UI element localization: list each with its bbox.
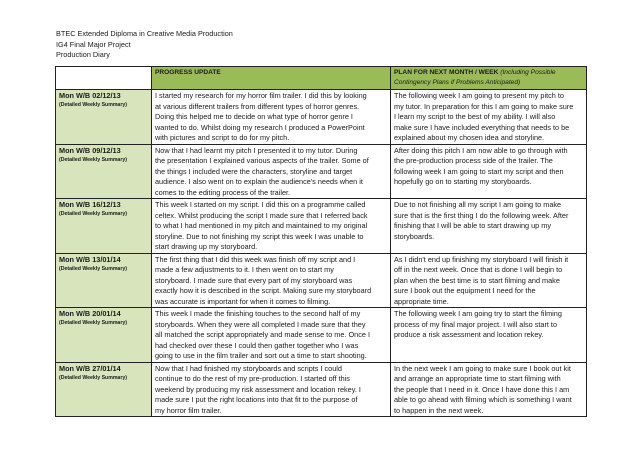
- week-date: Mon W/B 20/01/14: [59, 309, 121, 318]
- week-date: Mon W/B 09/12/13: [59, 145, 121, 155]
- weekly-summary-label: (Detailed Weekly Summary): [59, 156, 127, 163]
- week-cell: [56, 90, 152, 145]
- progress-cell: [152, 308, 391, 363]
- progress-line: I started my research for my horror film trailer. I did this by looking: [155, 91, 367, 100]
- weekly-summary-label: (Detailed Weekly Summary): [59, 211, 127, 217]
- progress-line: storyboards. When they were all completed I made sure that they: [155, 319, 366, 329]
- progress-line: made a few adjustments to it. I then went on to start my: [155, 265, 334, 274]
- progress-line: at various different trailers from different types of horror genres.: [155, 101, 360, 111]
- plan-line: The following week I am going try to start the filming: [394, 309, 562, 318]
- week-cell: [56, 362, 152, 417]
- plan-line: hopefully go on to starting my storyboards.: [394, 177, 532, 186]
- week-date: Mon W/B 13/01/14: [59, 254, 121, 264]
- progress-line: Now that I had finished my storyboards and scripts I could: [155, 363, 342, 373]
- plan-cell: [391, 308, 587, 363]
- progress-line: had checked over these I could then gather together who I was: [155, 340, 359, 350]
- week-cell: [56, 308, 152, 363]
- production-diary-table: [55, 66, 587, 417]
- plan-line: sure I book out the equipment I need for the: [394, 286, 536, 295]
- week-cell: [56, 199, 152, 254]
- diary-row: [56, 199, 587, 254]
- diary-row: [56, 253, 587, 308]
- progress-line: exactly how it is described in the script. Making sure my storyboard: [155, 286, 372, 295]
- plan-line: finishing that I will be able to start drawing up my: [394, 221, 551, 230]
- weekly-summary-label: (Detailed Weekly Summary): [59, 102, 127, 108]
- progress-line: The first thing that I did this week was finish off my script and I: [155, 254, 356, 264]
- document-header: [56, 29, 233, 61]
- plan-cell: [391, 253, 587, 308]
- plan-line: sure that is the first thing I do the following week. After: [394, 210, 569, 220]
- progress-line: all matched the script appropriately and made sense to me. Once I: [155, 330, 370, 339]
- progress-line: weekend by producing my risk assessment and location rekey. I: [155, 384, 361, 394]
- weekly-summary-label: (Detailed Weekly Summary): [59, 374, 127, 381]
- progress-line: going to use in the film trailer and sort out a time to start shooting.: [155, 351, 367, 360]
- progress-line: to what I had mentioned in my pitch and maintained to my original: [155, 221, 368, 230]
- progress-line: the presentation I explained various aspects of the trailer. Some of: [155, 156, 369, 165]
- plan-line: In the next week I am going to make sure I book out kit: [394, 363, 571, 373]
- diary-row: [56, 362, 587, 417]
- plan-line: and arrange an appropriate time to start filming with: [394, 374, 561, 383]
- progress-line: This week I started on my script. I did this on a programme called: [155, 200, 366, 209]
- week-cell: [56, 144, 152, 199]
- plan-line: appropriate time.: [394, 296, 449, 306]
- plan-line: my tutor. In preparation for this I am going to make sure: [394, 101, 574, 111]
- plan-header: [391, 67, 587, 90]
- plan-line: plan when the best time is to start filming and make: [394, 275, 560, 285]
- progress-line: This week I made the finishing touches to the second half of my: [155, 309, 361, 318]
- plan-label: PLAN FOR NEXT MONTH / WEEK: [394, 69, 499, 76]
- diary-row: [56, 90, 587, 145]
- plan-cell: [391, 144, 587, 199]
- plan-note: (Including Possible Contingency Plans if Problems Anticipated): [394, 69, 556, 86]
- table-header-row: [56, 67, 587, 90]
- plan-line: storyboards.: [394, 231, 435, 241]
- progress-line: Now that I had learnt my pitch I presented it to my tutor. During: [155, 145, 358, 155]
- diary-row: [56, 144, 587, 199]
- plan-line: Due to not finishing all my script I am going to make: [394, 200, 562, 209]
- progress-update-label: PROGRESS UPDATE: [155, 69, 221, 76]
- plan-line: produce a risk assessment and location rekey.: [394, 330, 544, 339]
- plan-line: able to go ahead with filming which is something I want: [394, 395, 572, 404]
- week-date: Mon W/B 02/12/13: [59, 91, 121, 100]
- plan-line: off in the next week. Once that is done I will begin to: [394, 265, 563, 274]
- progress-update-header: [152, 67, 391, 90]
- progress-line: Doing this helped me to decide on what type of horror genre I: [155, 112, 353, 121]
- progress-line: wanted to do. Whilst doing my research I produced a PowerPoint: [155, 122, 365, 132]
- course-title: BTEC Extended Diploma in Creative Media Production: [56, 29, 233, 38]
- diary-row: [56, 308, 587, 363]
- header-blank-cell: [56, 67, 152, 90]
- progress-line: the things I included were the characters, storyline and target: [155, 166, 353, 176]
- plan-line: process of my final major project. I will also start to: [394, 319, 558, 329]
- plan-cell: [391, 90, 587, 145]
- plan-line: make sure I have included everything that needs to be: [394, 122, 570, 132]
- plan-line: to happen in the next week.: [394, 405, 484, 415]
- plan-cell: [391, 362, 587, 417]
- plan-line: following week I am going to start my script and then: [394, 166, 564, 176]
- plan-line: the people that I need in it. Once I have done this I am: [394, 384, 570, 394]
- progress-cell: [152, 362, 391, 417]
- weekly-summary-label: (Detailed Weekly Summary): [59, 320, 127, 326]
- document-title: Production Diary: [56, 50, 110, 59]
- weekly-summary-label: (Detailed Weekly Summary): [59, 265, 127, 272]
- progress-line: comes to the editing process of the trailer.: [155, 187, 291, 197]
- progress-line: audience. I also went on to explain the audience's needs when it: [155, 177, 363, 186]
- plan-line: The following week I am going to present my pitch to: [394, 91, 564, 100]
- week-cell: [56, 253, 152, 308]
- progress-line: made sure I put the right locations into that fit to the purpose of: [155, 395, 358, 404]
- progress-line: with pictures and script to do for my pitch.: [155, 133, 290, 142]
- progress-line: continue to do the rest of my pre-production. I started off this: [155, 374, 350, 383]
- progress-cell: [152, 90, 391, 145]
- week-date: Mon W/B 16/12/13: [59, 200, 121, 209]
- progress-line: celtex. Whilst producing the script I made sure that I referred back: [155, 210, 368, 220]
- progress-cell: [152, 253, 391, 308]
- project-title: IG4 Final Major Project: [56, 39, 131, 49]
- plan-line: As I didn't end up finishing my storyboard I will finish it: [394, 254, 569, 264]
- plan-line: After doing this pitch I am now able to go through with: [394, 145, 568, 155]
- plan-line: explained about my chosen idea and storyline.: [394, 133, 545, 142]
- plan-line: I learn my script to the best of my ability. I will also: [394, 112, 556, 121]
- plan-line: the pre-production process side of the trailer. The: [394, 156, 553, 165]
- progress-line: storyboard. I made sure that every part of my storyboard was: [155, 275, 353, 285]
- progress-line: storyline. Due to not finishing my script this week I was unable to: [155, 231, 364, 241]
- plan-cell: [391, 199, 587, 254]
- progress-cell: [152, 199, 391, 254]
- week-date: Mon W/B 27/01/14: [59, 363, 121, 373]
- progress-cell: [152, 144, 391, 199]
- progress-line: was accurate is important for when it comes to filming.: [155, 296, 331, 306]
- progress-line: my horror film trailer.: [155, 405, 222, 415]
- progress-line: start drawing up my storyboard.: [155, 242, 258, 251]
